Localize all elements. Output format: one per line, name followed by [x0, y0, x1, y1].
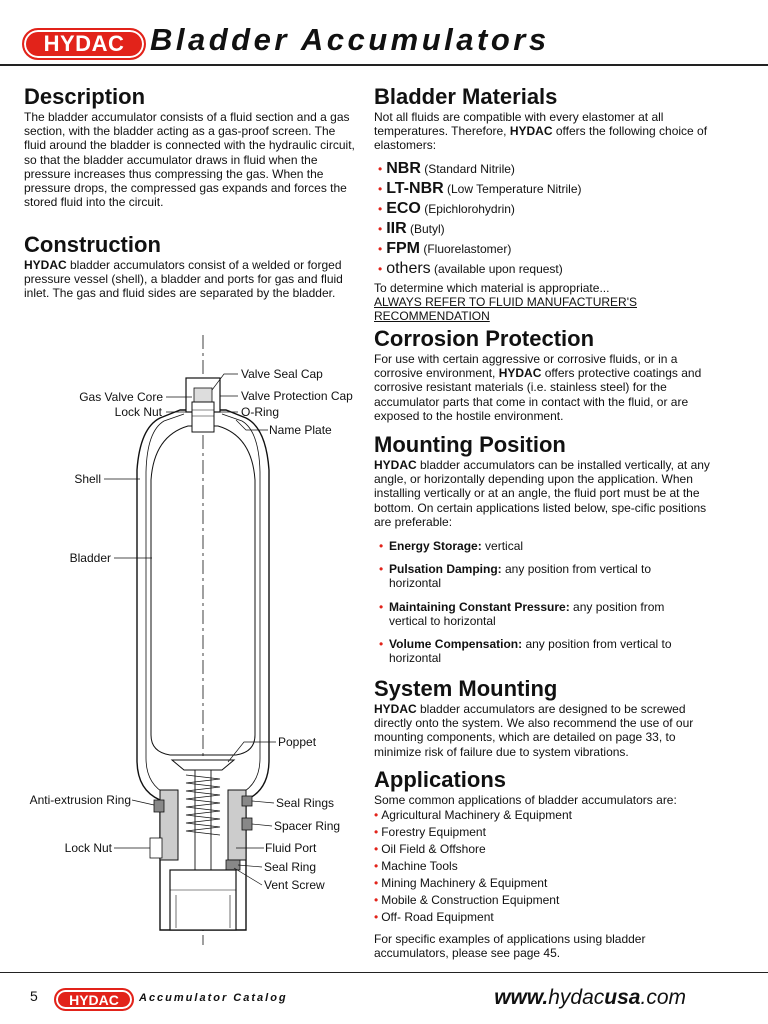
application-item: • Forestry Equipment	[374, 824, 714, 841]
mounting-term: Pulsation Damping:	[389, 562, 502, 577]
label-lock-nut-top: Lock Nut	[114, 405, 162, 419]
label-valve-seal-cap: Valve Seal Cap	[241, 367, 323, 381]
label-fluid-port: Fluid Port	[265, 841, 317, 855]
elastomer-item	[378, 179, 714, 199]
url-brand: hydac	[548, 986, 605, 1009]
applications-section	[374, 767, 714, 961]
system-mounting-body	[374, 702, 714, 759]
url-suffix: .com	[640, 986, 686, 1009]
applications-intro: Some common applications of bladder accumulators are:	[374, 793, 677, 807]
elastomer-item	[378, 259, 714, 279]
url-bold: usa	[604, 986, 641, 1009]
material-note: To determine which material is appropriate...	[374, 280, 610, 295]
elastomer-code: LT-NBR	[386, 179, 444, 197]
url-prefix: www.	[494, 986, 549, 1009]
bladder-materials-heading: Bladder Materials	[374, 84, 558, 109]
mounting-text: any position from vertical to horizontal	[389, 637, 672, 666]
label-lock-nut-bottom: Lock Nut	[64, 841, 112, 855]
mounting-term: Volume Compensation:	[389, 637, 523, 652]
catalog-title: Accumulator Catalog	[139, 992, 288, 1004]
application-item: • Machine Tools	[374, 858, 714, 875]
application-item: • Off- Road Equipment	[374, 909, 714, 926]
intro-text-2: offers the following choice of elastomers:	[374, 124, 708, 153]
mounting-text: bladder accumulators can be installed vertically, at any angle, or horizontally depending upon the application. When installing vertically or at an angle, the fluid port must be at the bottom. On certain applications listed below, spe-cific positions are preferable:	[374, 458, 710, 529]
application-item: • Mining Machinery & Equipment	[374, 875, 714, 892]
brand-text: HYDAC	[24, 258, 67, 272]
bladder-materials-section	[374, 84, 714, 323]
construction-heading: Construction	[24, 232, 161, 257]
bladder-materials-intro	[374, 110, 714, 153]
elastomer-desc: (Epichlorohydrin)	[424, 201, 515, 216]
corrosion-text-1: For use with certain aggressive or corrosive fluids, or in a corrosive environment,	[374, 352, 678, 381]
elastomer-list	[378, 159, 714, 279]
description-section	[24, 84, 359, 209]
spacer-ring-part	[242, 818, 252, 830]
applications-list	[374, 807, 714, 926]
brand-text: HYDAC	[374, 458, 417, 472]
elastomer-code: FPM	[386, 239, 420, 257]
header-rule	[0, 64, 768, 66]
intro-text-1: Not all fluids are compatible with every elastomer at all temperatures. Therefore,	[374, 110, 664, 139]
mounting-item	[374, 637, 694, 665]
lock-nut-part	[150, 838, 162, 858]
corrosion-heading: Corrosion Protection	[374, 326, 595, 351]
corrosion-body	[374, 352, 714, 423]
mounting-term: Maintaining Constant Pressure:	[389, 599, 570, 614]
mounting-text: any position from vertical to horizontal	[389, 562, 652, 591]
hydac-logo: HYDAC	[22, 28, 146, 60]
mounting-list	[374, 539, 694, 665]
application-item: • Agricultural Machinery & Equipment	[374, 807, 714, 824]
mounting-term: Energy Storage:	[389, 539, 482, 554]
label-vent-screw: Vent Screw	[264, 878, 325, 892]
mounting-position-section	[374, 432, 714, 665]
description-body: The bladder accumulator consists of a fluid section and a gas section, with the bladder acting as a gas-proof screen. The fluid around the bladder is connected with the hydraulic circuit, so that the bladder accumulator draws in fluid when the pressure increases thus compressing the gas. When the pressure drops, the compressed gas expands and forces the stored fluid into the circuit.	[24, 110, 355, 210]
description-heading: Description	[24, 84, 146, 109]
mounting-item	[374, 562, 659, 590]
label-bladder: Bladder	[69, 551, 111, 565]
elastomer-code: NBR	[386, 159, 421, 177]
elastomer-code: others	[386, 259, 431, 277]
page-title: Bladder Accumulators	[150, 22, 550, 57]
hydac-logo-footer: HYDAC	[54, 988, 134, 1011]
gas-valve-stem	[192, 402, 214, 432]
poppet	[172, 760, 234, 770]
corrosion-text-2: offers protective coatings and corrosive resistant materials (i.e. stainless steel) for the accumulator parts that come in contact with the fluid, or are exposed to the hostile environment.	[374, 366, 702, 423]
anti-extrusion-ring	[154, 800, 164, 812]
elastomer-code: ECO	[386, 199, 421, 217]
bladder-accumulator-diagram	[0, 330, 370, 950]
brand-text: HYDAC	[498, 366, 542, 381]
label-seal-rings: Seal Rings	[276, 796, 335, 810]
construction-body	[24, 258, 359, 301]
valve-seal-cap	[194, 388, 212, 402]
page-number: 5	[30, 988, 38, 1004]
system-mounting-section	[374, 676, 714, 759]
vent-screw-part	[226, 860, 240, 870]
mounting-position-body	[374, 458, 714, 529]
elastomer-code: IIR	[386, 219, 407, 237]
elastomer-desc: (Low Temperature Nitrile)	[447, 181, 582, 196]
elastomer-desc: (Fluorelastomer)	[423, 241, 512, 256]
label-gas-valve-core: Gas Valve Core	[79, 390, 163, 404]
applications-heading: Applications	[374, 767, 507, 792]
website-url[interactable]	[494, 986, 686, 1010]
elastomer-item	[378, 219, 714, 239]
elastomer-desc: (available upon request)	[434, 261, 563, 276]
system-mounting-heading: System Mounting	[374, 676, 558, 701]
label-name-plate: Name Plate	[269, 423, 332, 437]
label-shell: Shell	[74, 472, 101, 486]
elastomer-desc: (Standard Nitrile)	[424, 161, 515, 176]
application-item: • Mobile & Construction Equipment	[374, 892, 714, 909]
elastomer-desc: (Butyl)	[410, 221, 445, 236]
material-warning: ALWAYS REFER TO FLUID MANUFACTURER'S RECOMMENDATION	[374, 294, 637, 324]
footer-rule	[0, 972, 768, 973]
mounting-item	[374, 600, 694, 628]
construction-text: bladder accumulators consist of a welded or forged pressure vessel (shell), a bladder and ports for gas and fluid inlet. The gas and fluid sides are separated by the bladder.	[24, 258, 343, 301]
mounting-position-heading: Mounting Position	[374, 432, 566, 457]
label-seal-ring: Seal Ring	[264, 860, 317, 874]
seal-rings-part	[242, 796, 252, 806]
label-anti-extrusion-ring: Anti-extrusion Ring	[29, 793, 131, 807]
elastomer-item	[378, 159, 714, 179]
applications-footer-note: For specific examples of applications using bladder accumulators, please see page 45.	[374, 932, 646, 961]
label-valve-protection-cap: Valve Protection Cap	[241, 389, 353, 403]
elastomer-item	[378, 239, 714, 259]
construction-section	[24, 232, 359, 301]
mounting-text: vertical	[481, 539, 524, 554]
label-poppet: Poppet	[278, 735, 317, 749]
label-spacer-ring: Spacer Ring	[274, 819, 341, 833]
corrosion-section	[374, 326, 714, 423]
elastomer-item	[378, 199, 714, 219]
mounting-item	[374, 539, 694, 553]
label-o-ring: O-Ring	[241, 405, 280, 419]
fluid-port	[170, 870, 236, 930]
mounting-text: any position from vertical to horizontal	[389, 599, 665, 628]
application-item: • Oil Field & Offshore	[374, 841, 714, 858]
brand-text: HYDAC	[374, 702, 417, 716]
system-mounting-text: bladder accumulators are designed to be screwed directly onto the system. We also recommend the use of our mounting components, which are detailed on page 33, to minimize risk of failure due to system vibrations.	[374, 702, 694, 759]
brand-text: HYDAC	[509, 124, 553, 139]
